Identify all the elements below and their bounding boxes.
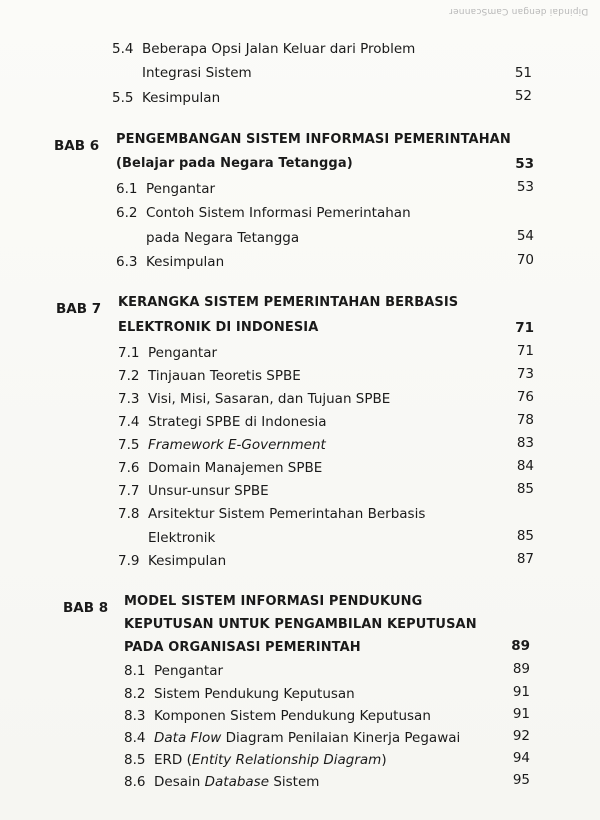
chapter-label: BAB 8 (63, 600, 109, 616)
toc-entry-6-1[interactable]: 6.1 Pengantar (116, 181, 216, 197)
page-number: 51 (514, 65, 532, 81)
toc-entry-8-1[interactable]: 8.1 Pengantar (124, 663, 224, 679)
toc-entry-8-4[interactable]: 8.4 Data Flow Diagram Penilaian Kinerja Pegawai (124, 730, 461, 746)
page-number: 91 (512, 684, 530, 700)
toc-entry-8-2[interactable]: 8.2 Sistem Pendukung Keputusan (124, 686, 355, 702)
page-number: 84 (516, 458, 534, 474)
toc-entry-7-8[interactable]: 7.8 Arsitektur Sistem Pemerintahan Berbasis (118, 506, 426, 522)
page-number: 95 (512, 772, 530, 788)
toc-entry-7-6[interactable]: 7.6 Domain Manajemen SPBE (118, 460, 323, 476)
toc-entry-7-5[interactable]: 7.5 Framework E-Government (118, 437, 326, 453)
chapter-title-line3: PADA ORGANISASI PEMERINTAH (124, 640, 361, 655)
toc-entry-8-6[interactable]: 8.6 Desain Database Sistem (124, 774, 320, 790)
toc-entry-7-8-line2: Elektronik (148, 530, 216, 546)
page-number: 76 (516, 389, 534, 405)
page-number: 91 (512, 706, 530, 722)
toc-entry-5-5[interactable]: 5.5 Kesimpulan (112, 90, 221, 106)
page-number: 83 (516, 435, 534, 451)
toc-entry-7-3[interactable]: 7.3 Visi, Misi, Sasaran, dan Tujuan SPBE (118, 391, 391, 407)
toc-entry-8-5[interactable]: 8.5 ERD (Entity Relationship Diagram) (124, 752, 387, 768)
chapter-label: BAB 7 (56, 301, 102, 317)
page-number: 52 (514, 88, 532, 104)
page-number: 71 (515, 320, 534, 336)
page-number: 87 (516, 551, 534, 567)
chapter-title-line2: (Belajar pada Negara Tetangga) (116, 156, 353, 171)
toc-entry-6-2-line2: pada Negara Tetangga (146, 230, 300, 246)
toc-entry-7-4[interactable]: 7.4 Strategi SPBE di Indonesia (118, 414, 327, 430)
page-number: 53 (515, 156, 534, 172)
toc-entry-5-4-line2: Integrasi Sistem (142, 65, 252, 81)
page-number: 71 (516, 343, 534, 359)
scanner-watermark: Dipindai dengan CamScanner (448, 6, 588, 16)
toc-entry-7-7[interactable]: 7.7 Unsur-unsur SPBE (118, 483, 269, 499)
page-number: 89 (512, 661, 530, 677)
page-number: 73 (516, 366, 534, 382)
page-number: 53 (516, 179, 534, 195)
page-number: 89 (511, 638, 530, 654)
toc-entry-7-2[interactable]: 7.2 Tinjauan Teoretis SPBE (118, 368, 301, 384)
toc-entry-8-3[interactable]: 8.3 Komponen Sistem Pendukung Keputusan (124, 708, 431, 724)
chapter-title-line2: KEPUTUSAN UNTUK PENGAMBILAN KEPUTUSAN (124, 617, 477, 632)
page-number: 92 (512, 728, 530, 744)
chapter-title[interactable]: KERANGKA SISTEM PEMERINTAHAN BERBASIS (118, 295, 459, 310)
chapter-label: BAB 6 (54, 138, 100, 154)
toc-entry-6-3[interactable]: 6.3 Kesimpulan (116, 254, 225, 270)
page-number: 78 (516, 412, 534, 428)
toc-entry-5-4[interactable]: 5.4 Beberapa Opsi Jalan Keluar dari Problem (112, 41, 416, 57)
page-number: 94 (512, 750, 530, 766)
page-number: 70 (516, 252, 534, 268)
chapter-title-line2: ELEKTRONIK DI INDONESIA (118, 320, 319, 335)
toc-entry-6-2[interactable]: 6.2 Contoh Sistem Informasi Pemerintahan (116, 205, 411, 221)
page-number: 85 (516, 528, 534, 544)
chapter-title[interactable]: PENGEMBANGAN SISTEM INFORMASI PEMERINTAHAN (116, 132, 511, 147)
page-number: 54 (516, 228, 534, 244)
toc-entry-7-9[interactable]: 7.9 Kesimpulan (118, 553, 227, 569)
page-number: 85 (516, 481, 534, 497)
toc-entry-7-1[interactable]: 7.1 Pengantar (118, 345, 218, 361)
chapter-title[interactable]: MODEL SISTEM INFORMASI PENDUKUNG (124, 594, 423, 609)
